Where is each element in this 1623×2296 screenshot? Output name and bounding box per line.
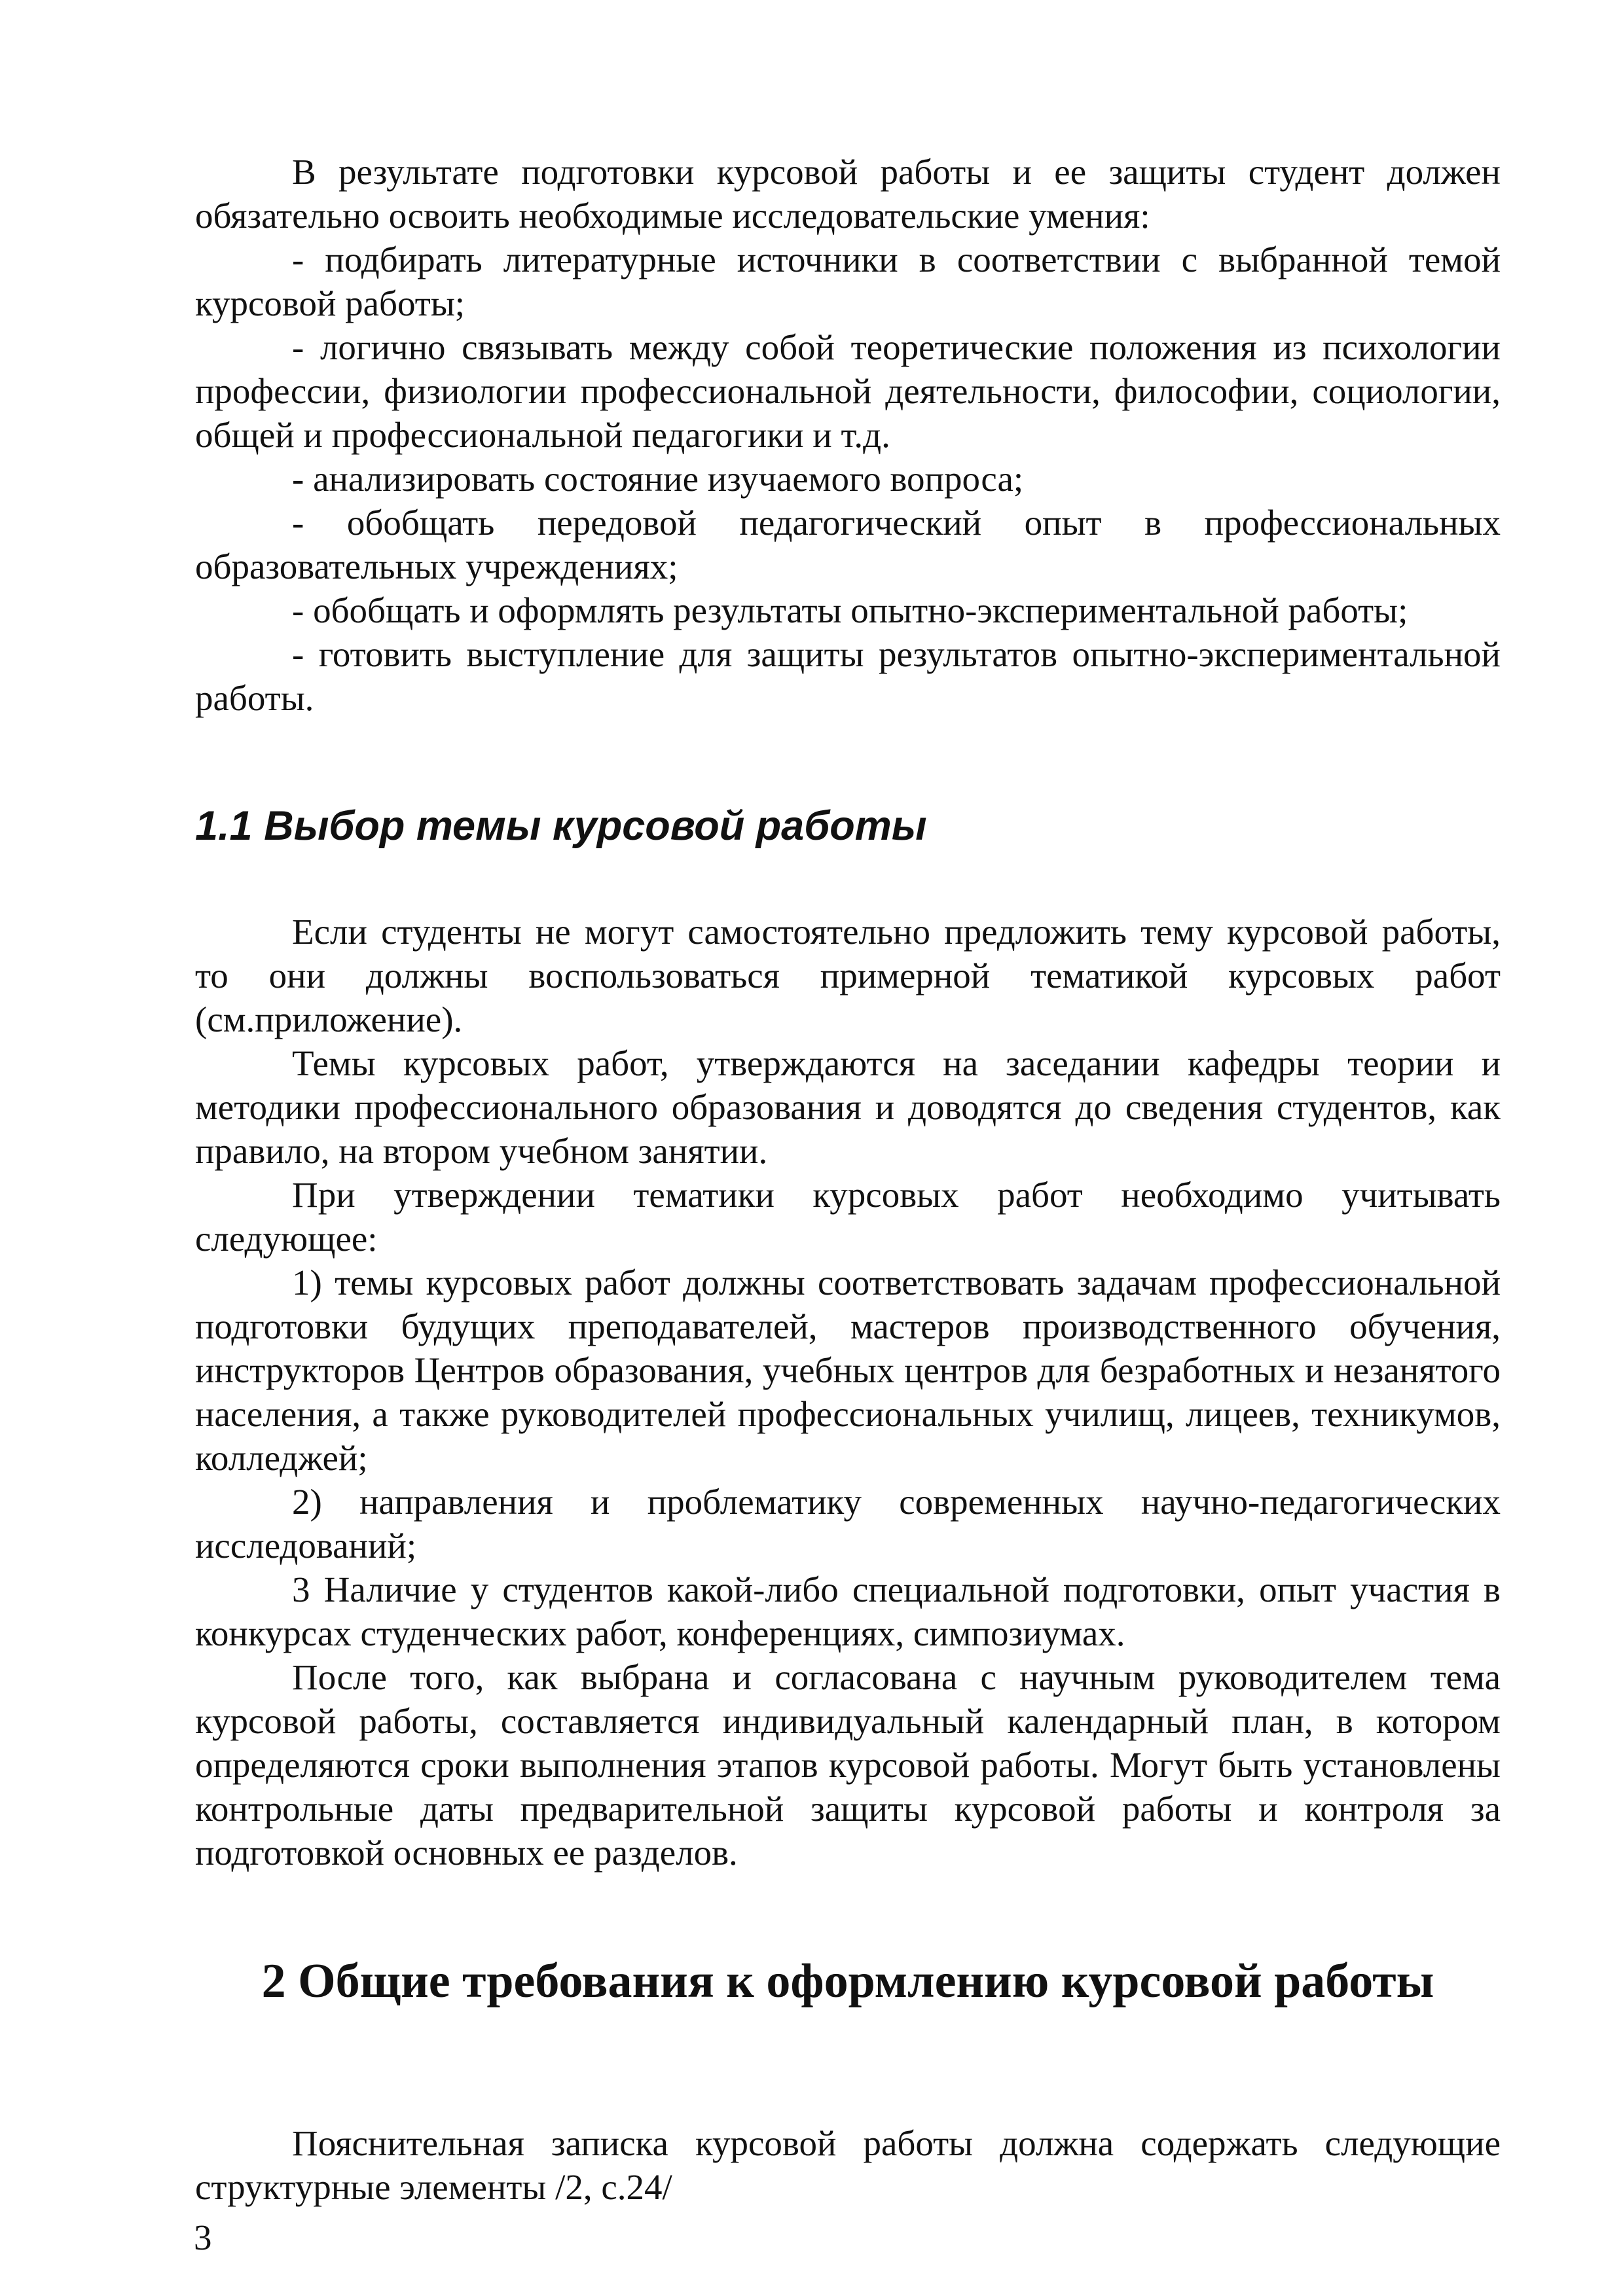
section-1-1-body [195, 910, 1501, 1874]
body-paragraph: Пояснительная записка курсовой работы должна содержать следующие структурные элементы /2, с.24/ [195, 2123, 1501, 2207]
list-item: 2) направления и проблематику современных научно-педагогических исследований; [195, 1482, 1501, 1566]
skill-item: - подбирать литературные источники в соответствии с выбранной темой курсовой работы; [195, 240, 1501, 323]
section-heading-1-1: 1.1 Выбор темы курсовой работы [195, 803, 927, 849]
list-item: 1) темы курсовых работ должны соответствовать задачам профессиональной подготовки будущих преподавателей, мастеров производственного обучения, инструкторов Центров образования, учебных центров для безработных и незанятого населения, а также руководителей профессиональных училищ, лицеев, техникумов, колледжей; [195, 1263, 1501, 1478]
skill-item: - обобщать и оформлять результаты опытно-экспериментальной работы; [292, 590, 1408, 630]
skill-item: - логично связывать между собой теоретические положения из психологии профессии, физиологии профессиональной деятельности, философии, социологии, общей и профессиональной педагогики и т.д. [195, 327, 1501, 455]
intro-paragraph: В результате подготовки курсовой работы и ее защиты студент должен обязательно освоить необходимые исследовательские умения: [195, 152, 1501, 236]
body-paragraph: При утверждении тематики курсовых работ необходимо учитывать следующее: [195, 1175, 1501, 1259]
body-paragraph: Если студенты не могут самостоятельно предложить тему курсовой работы, то они должны воспользоваться примерной тематикой курсовых работ (см.приложение). [195, 912, 1501, 1039]
body-paragraph: После того, как выбрана и согласована с научным руководителем тема курсовой работы, составляется индивидуальный календарный план, в котором определяются сроки выполнения этапов курсовой работы. Могут быть установлены контрольные даты предварительной защиты курсовой работы и контроля за подготовкой основных ее разделов. [195, 1657, 1501, 1873]
body-paragraph: Темы курсовых работ, утверждаются на заседании кафедры теории и методики профессионального образования и доводятся до сведения студентов, как правило, на втором учебном занятии. [195, 1043, 1501, 1171]
skill-item: - обобщать передовой педагогический опыт в профессиональных образовательных учреждениях; [195, 503, 1501, 586]
skill-item: - анализировать состояние изучаемого вопроса; [292, 459, 1024, 499]
intro-section [195, 150, 1501, 720]
page-number: 3 [194, 2217, 212, 2257]
section-heading-2: 2 Общие требования к оформлению курсовой работы [261, 1954, 1434, 2008]
section-2-body [195, 2121, 1501, 2209]
list-item: 3 Наличие у студентов какой-либо специальной подготовки, опыт участия в конкурсах студенческих работ, конференциях, симпозиумах. [195, 1570, 1501, 1653]
skill-item: - готовить выступление для защиты результатов опытно-экспериментальной работы. [195, 634, 1501, 718]
